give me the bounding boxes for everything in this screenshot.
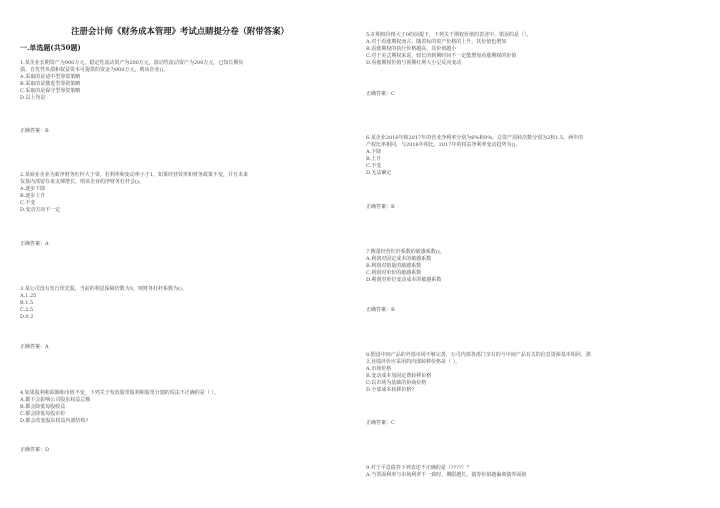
option: A.逐步下降 (20, 186, 46, 192)
question-2 (20, 172, 350, 214)
option: A.当票面利率与市场利率不一致时，期限越长，债券价值越偏离债券面值 (366, 472, 527, 478)
option: D.变动方向不一定 (20, 207, 61, 213)
option: B.看涨期权的执行价格越高，其价值越小 (366, 46, 457, 52)
answer-8: 正确答案：C (366, 420, 395, 426)
question-4 (20, 390, 350, 425)
option: B.都会降低每股收益 (20, 404, 66, 410)
answer-7: 正确答案：B (366, 307, 395, 313)
option: B.1.5 (20, 300, 34, 306)
option: D.无法确定 (366, 170, 392, 176)
question-stem: 债、自发性负债和权益资本可提供的资金为900万元，则该企业()。 (20, 67, 169, 73)
answer-2: 正确答案：A (20, 241, 49, 247)
option: D.0.2 (20, 314, 34, 320)
option: B.逐步上升 (20, 193, 46, 199)
option: B.采取的是激进型筹资策略 (20, 81, 81, 87)
question-3 (20, 286, 350, 321)
question-stem: 仅靠内部留存来支撑增长，则该企业的净财务杠杆会()。 (20, 179, 144, 185)
option: A.1.25 (20, 293, 37, 299)
option: C.都会降低每股市价 (20, 411, 66, 417)
option: D.全部成本转移价格? (366, 387, 415, 393)
option: C.对于美式期权来说，较长的到期时间不一定能增加看涨期权的价值 (366, 53, 517, 59)
question-stem: 9.对于平息债券下列表述不正确的是（????）？ (366, 465, 472, 471)
option: A.市场价格 (366, 366, 392, 372)
option: B.上升 (366, 156, 382, 162)
option: C.不变 (366, 163, 382, 169)
option: C.采取的是保守型筹资策略 (20, 88, 81, 94)
answer-1: 正确答案：B (20, 128, 49, 134)
option: B.利润对销量的敏感系数 (366, 263, 422, 269)
answer-3: 正确答案：A (20, 344, 49, 350)
option: A.下降 (366, 149, 382, 155)
answer-5: 正确答案：C (366, 91, 395, 97)
option: C.2.5 (20, 307, 34, 313)
question-7 (366, 249, 696, 284)
answer-4: 正确答案：D (20, 447, 50, 453)
option: D.以上均是 (20, 95, 46, 101)
answer-6: 正确答案：B (366, 204, 395, 210)
question-stem: 产权比率相同，与2016年相比，2017年的权益净利率变动趋势为()。 (366, 142, 521, 148)
option: D.利润对单位变动成本的敏感系数 (366, 277, 442, 283)
section-heading: 一.单选题(共50题) (20, 43, 81, 52)
question-stem: 4.如果股利和面额和市值不变，下列关于发放股票股利和股票分割的说法不正确的是（ ）。 (20, 390, 219, 396)
option: A.采取的是适中型筹资策略 (20, 74, 81, 80)
question-stem: 8.假设中间产品的外部市场不够完善，公司内部各部门享有的与中间产品有关的信息资源基本相同，那 (366, 352, 591, 358)
option: A.利润对固定成本的敏感系数 (366, 256, 432, 262)
option: D.看涨期权价值与预期红利大小呈反向变动 (366, 60, 462, 66)
option: A.都不会影响公司股东权益总额 (20, 397, 91, 403)
option: C.不变 (20, 200, 36, 206)
question-stem: 1.某企业长期资产为900万元，稳定性流动资产为200万元，波动性流动资产为200万元。已知长期负 (20, 60, 244, 66)
option: B.变动成本加固定费转移价格 (366, 373, 432, 379)
option: A.对于看涨期权而言，随着标的资产价格的上升，其价值也增加 (366, 39, 507, 45)
option: D.都会改变股东权益内部结构? (20, 418, 89, 424)
question-5 (366, 32, 696, 67)
question-1 (20, 60, 350, 102)
question-9 (366, 465, 696, 479)
question-stem: 6.某企业2016年和2017年的营业净利率分别为6%和9%，总资产周转次数分别为2和1.5，两年的 (366, 135, 584, 141)
question-stem: 2.某商业企业为新净财务杠杆大于零。若利率和变动率小于1。如果经营效率和财务政策不变，并且未来 (20, 172, 248, 178)
question-stem: 么业绩评价应采用的内部转移价格是（ ）。 (366, 359, 461, 365)
question-8 (366, 352, 696, 394)
question-stem: 5.在期权价格大于0的前提下，下列关于期权价值的表述中，错误的是（）。 (366, 32, 532, 38)
question-6 (366, 135, 696, 177)
option: C.利润对单价的敏感系数 (366, 270, 422, 276)
question-stem: 3.某公司没有发行优先股，当前的利息保障倍数为3，则财务杠杆系数为()。 (20, 286, 187, 292)
question-stem: 7.衡量经营杠杆系数的敏感系数()。 (366, 249, 445, 255)
option: C.以市场为基础的协商价格 (366, 380, 427, 386)
document-title: 注册会计师《财务成本管理》考试点睛提分卷（附带答案） (71, 26, 289, 36)
